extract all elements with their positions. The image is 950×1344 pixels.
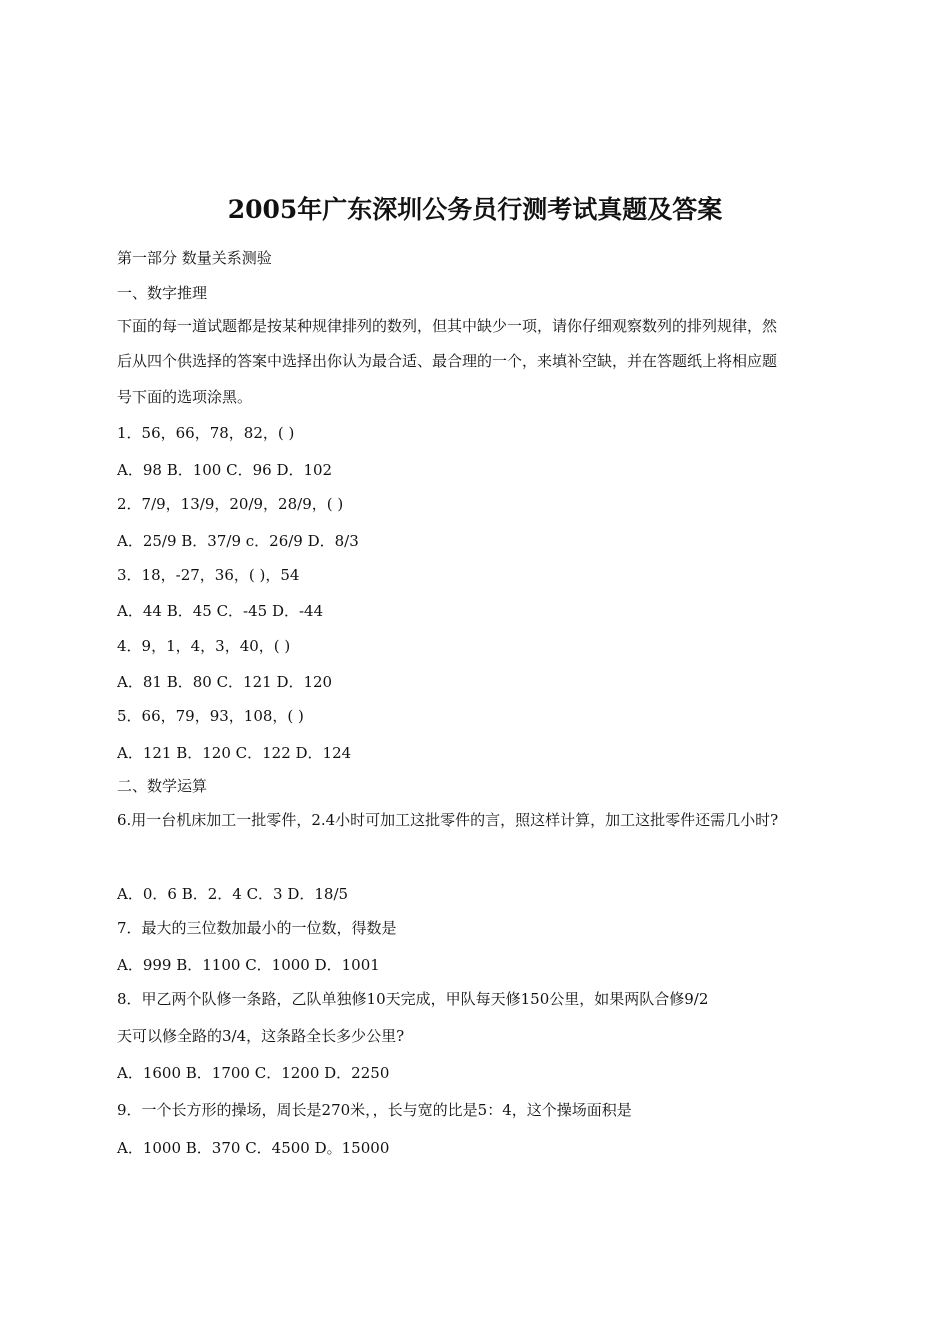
answer-options: A．1000 B．370 C．4500 D。15000 — [117, 1139, 390, 1157]
instruction-text: 号下面的选项涂黑。 — [117, 388, 253, 406]
answer-options: A．1600 B．1700 C．1200 D．2250 — [117, 1064, 390, 1082]
question-text: 1．56，66，78，82，( ) — [117, 424, 295, 442]
answer-options: A．999 B．1100 C．1000 D．1001 — [117, 956, 380, 974]
instruction-text: 后从四个供选择的答案中选择出你认为最合适、最合理的一个，来填补空缺，并在答题纸上将相应题 — [117, 352, 778, 370]
subsection-heading: 二、数学运算 — [117, 777, 208, 795]
answer-options: A．25/9 B．37/9 c．26/9 D．8/3 — [117, 532, 359, 550]
question-text: 5．66，79，93，108，( ) — [117, 707, 304, 725]
question-text: 3．18，-27，36，( )，54 — [117, 566, 300, 584]
question-text: 9．一个长方形的操场，周长是270米，，长与宽的比是5：4，这个操场面积是 — [117, 1101, 632, 1119]
subsection-heading: 一、数字推理 — [117, 284, 208, 302]
document-title: 2005年广东深圳公务员行测考试真题及答案 — [227, 195, 723, 224]
question-text: 4．9，1，4，3，40，( ) — [117, 637, 291, 655]
instruction-text: 下面的每一道试题都是按某种规律排列的数列，但其中缺少一项，请你仔细观察数列的排列规律，然 — [117, 317, 778, 335]
question-text: 7．最大的三位数加最小的一位数，得数是 — [117, 919, 397, 937]
question-text: 6.用一台机床加工一批零件，2.4小时可加工这批零件的言，照这样计算，加工这批零件还需几小时? — [117, 811, 779, 829]
question-text: 天可以修全路的3/4，这条路全长多少公里? — [117, 1027, 405, 1045]
question-text: 2．7/9，13/9，20/9，28/9，( ) — [117, 495, 344, 513]
question-text: 8．甲乙两个队修一条路，乙队单独修10天完成，甲队每天修150公里，如果两队合修9/2 — [117, 990, 709, 1008]
answer-options: A．0．6 B．2．4 C．3 D．18/5 — [117, 885, 349, 903]
answer-options: A．44 B．45 C．-45 D．-44 — [117, 602, 324, 620]
section-heading: 第一部分 数量关系测验 — [117, 249, 272, 267]
answer-options: A．121 B．120 C．122 D．124 — [117, 744, 352, 762]
answer-options: A．81 B．80 C．121 D．120 — [117, 673, 333, 691]
answer-options: A．98 B．100 C．96 D．102 — [117, 461, 333, 479]
